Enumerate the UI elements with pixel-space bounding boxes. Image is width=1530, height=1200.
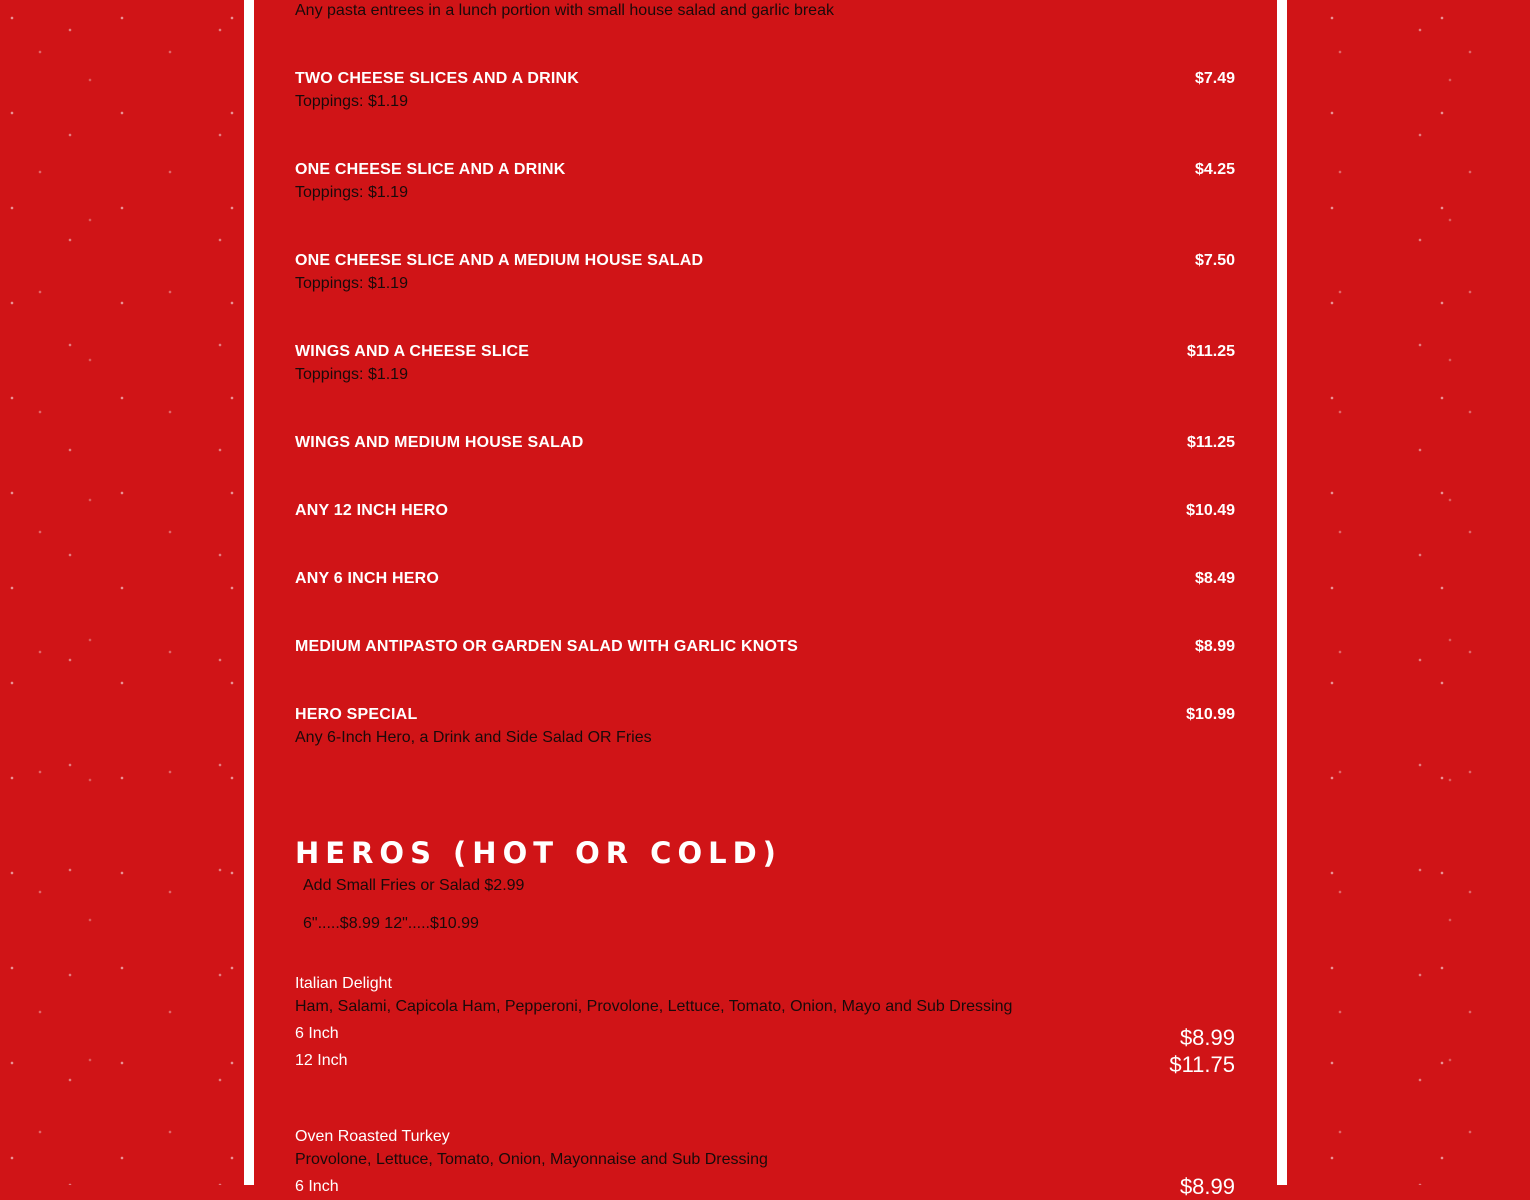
hero-size-12: 12 Inch	[295, 1052, 348, 1069]
hero-name: Italian Delight	[295, 975, 392, 992]
item-name: MEDIUM ANTIPASTO OR GARDEN SALAD WITH GARLIC KNOTS	[295, 638, 799, 655]
item-name: ONE CHEESE SLICE AND A MEDIUM HOUSE SALAD	[295, 252, 704, 269]
item-desc: Toppings: $1.19	[295, 275, 408, 292]
item-price: $7.50	[1194, 252, 1235, 269]
hero-desc: Provolone, Lettuce, Tomato, Onion, Mayonnaise and Sub Dressing	[295, 1151, 768, 1168]
item-price: $11.25	[1186, 343, 1235, 360]
item-name: ANY 6 INCH HERO	[295, 570, 440, 587]
item-name: ONE CHEESE SLICE AND A DRINK	[295, 161, 566, 178]
hero-name: Oven Roasted Turkey	[295, 1128, 450, 1145]
item-desc: Toppings: $1.19	[295, 366, 408, 383]
item-name: HERO SPECIAL	[295, 706, 418, 723]
item-price: $10.99	[1186, 706, 1235, 723]
item-name: WINGS AND MEDIUM HOUSE SALAD	[295, 434, 584, 451]
item-price: $8.49	[1194, 570, 1235, 587]
menu-panel	[254, 0, 1277, 1199]
item-price: $4.25	[1194, 161, 1235, 178]
item-price: $8.99	[1194, 638, 1235, 655]
section-note-fries: Add Small Fries or Salad $2.99	[303, 877, 525, 894]
item-name: WINGS AND A CHEESE SLICE	[295, 343, 530, 360]
hero-size-6: 6 Inch	[295, 1178, 339, 1195]
item-name: ANY 12 INCH HERO	[295, 502, 449, 519]
hero-size-6: 6 Inch	[295, 1025, 339, 1042]
item-price: $11.25	[1186, 434, 1235, 451]
lunch-pasta-desc: Any pasta entrees in a lunch portion with small house salad and garlic break	[295, 2, 834, 19]
item-price: $7.49	[1194, 70, 1235, 87]
hero-price-6: $8.99	[1179, 1174, 1235, 1199]
hero-price-12: $11.75	[1169, 1052, 1235, 1077]
item-name: TWO CHEESE SLICES AND A DRINK	[295, 70, 580, 87]
item-price: $10.49	[1186, 502, 1235, 519]
item-desc: Any 6-Inch Hero, a Drink and Side Salad OR Fries	[295, 729, 652, 746]
item-desc: Toppings: $1.19	[295, 93, 408, 110]
section-note-prices: 6".....$8.99 12".....$10.99	[303, 915, 479, 932]
hero-price-6: $8.99	[1179, 1025, 1235, 1050]
item-desc: Toppings: $1.19	[295, 184, 408, 201]
hero-desc: Ham, Salami, Capicola Ham, Pepperoni, Provolone, Lettuce, Tomato, Onion, Mayo and Sub Dressing	[295, 998, 1013, 1015]
section-title-heros: HEROS (HOT OR COLD)	[295, 836, 782, 870]
